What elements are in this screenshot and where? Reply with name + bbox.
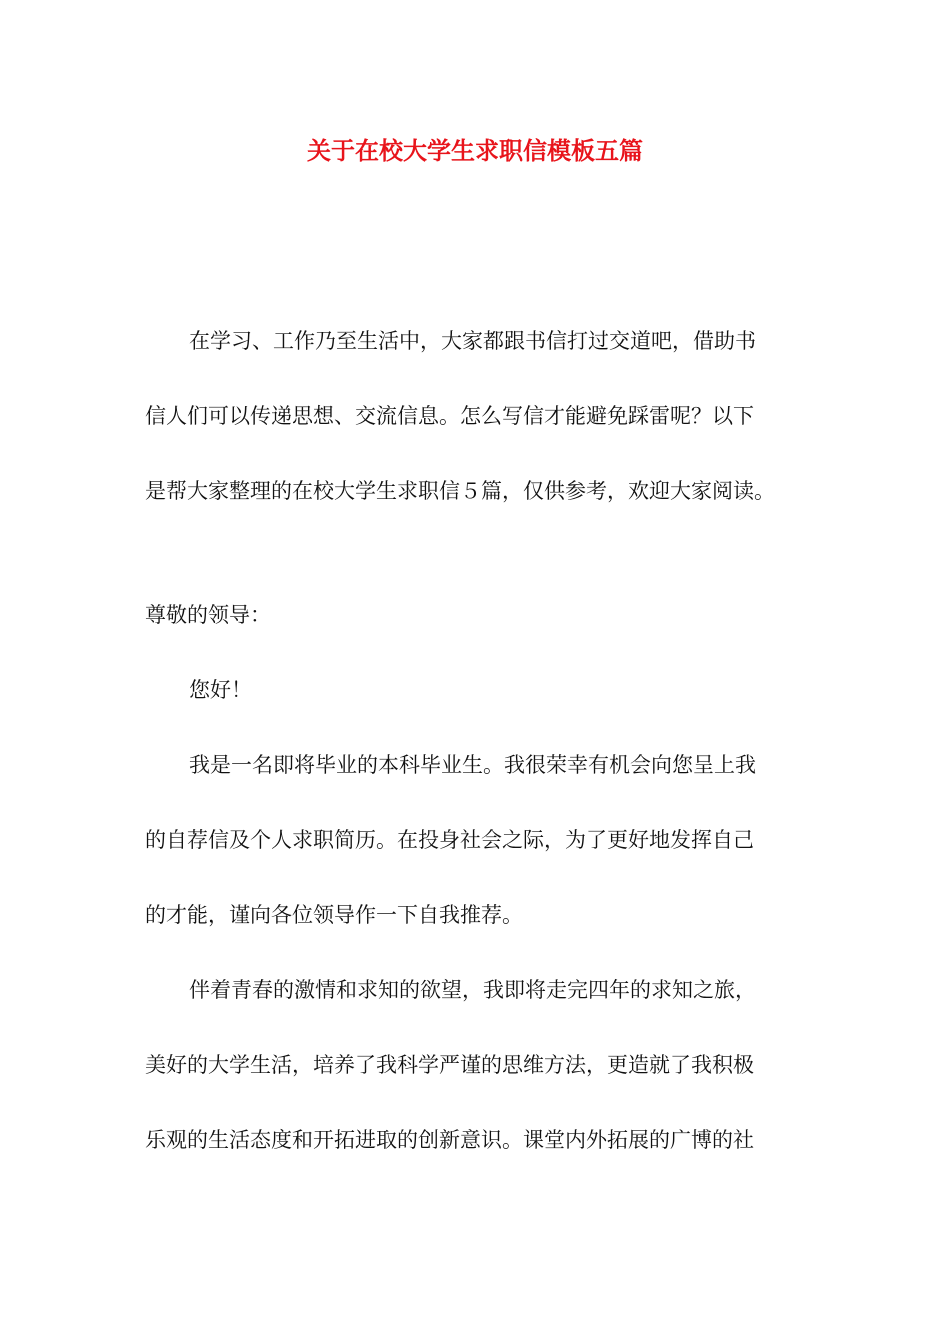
intro-line-1: 在学习、工作乃至生活中，大家都跟书信打过交道吧，借助书 xyxy=(189,329,756,353)
paragraph1-line-2: 的自荐信及个人求职简历。在投身社会之际，为了更好地发挥自己 xyxy=(145,828,754,852)
salutation: 尊敬的领导： xyxy=(145,603,271,627)
intro-paragraph xyxy=(145,322,810,547)
paragraph2-line-3: 乐观的生活态度和开拓进取的创新意识。课堂内外拓展的广博的社 xyxy=(145,1128,754,1152)
intro-line-3: 是帮大家整理的在校大学生求职信５篇，仅供参考，欢迎大家阅读。 xyxy=(145,479,775,503)
paragraph1-line-1: 我是一名即将毕业的本科毕业生。我很荣幸有机会向您呈上我 xyxy=(189,753,756,777)
letter-body xyxy=(145,596,810,1196)
paragraph2-line-2: 美好的大学生活，培养了我科学严谨的思维方法，更造就了我积极 xyxy=(145,1053,754,1077)
intro-line-2: 信人们可以传递思想、交流信息。怎么写信才能避免踩雷呢？以下 xyxy=(145,404,754,428)
document-title: 关于在校大学生求职信模板五篇 xyxy=(307,137,643,165)
paragraph1-line-3: 的才能，谨向各位领导作一下自我推荐。 xyxy=(145,903,523,927)
paragraph2-line-1: 伴着青春的激情和求知的欲望，我即将走完四年的求知之旅， xyxy=(189,978,756,1002)
greeting: 您好！ xyxy=(189,678,252,702)
